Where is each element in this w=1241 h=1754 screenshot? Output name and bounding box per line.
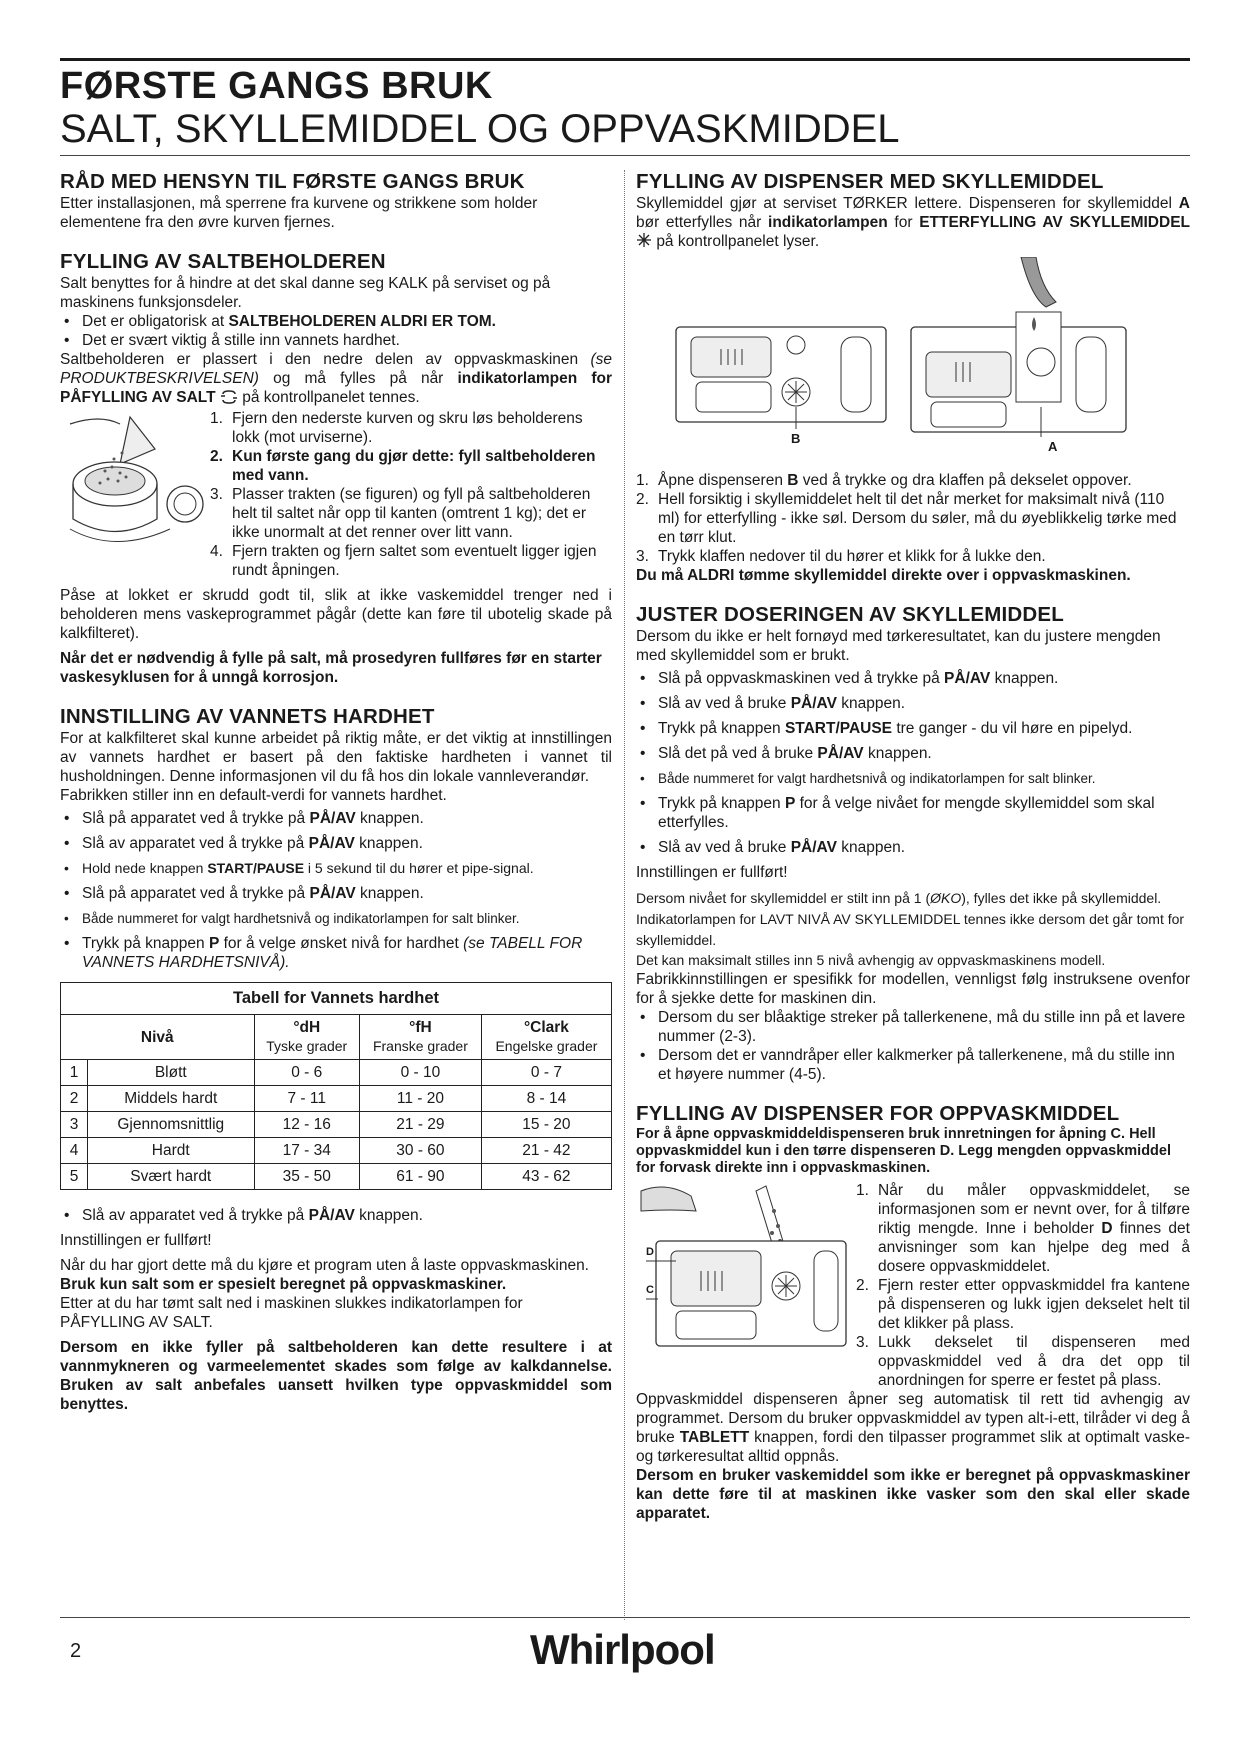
salt-location-text: Saltbeholderen er plassert i den nedre delen av oppvaskmaskinen (se PRODUKTBESKRIVELSEN) og må fylles på når indikatorlampen for PÅFYLLING AV SALT på kontrollpanelet tennes. [60,351,612,406]
list-item: • Slå på oppvaskmaskinen ved å trykke på PÅ/AV knappen. [636,669,1190,688]
label-a: A [1048,439,1058,454]
rinse-aid-dispenser-illustration [636,257,1190,467]
rinse-aid-intro: Skyllemiddel gjør at serviset TØRKER lettere. Dispenseren for skyllemiddel A bør etterfylles når indikatorlampen for ETTERFYLLING AV SKYLLEMIDDEL på kontrollpanelet lyser. [636,195,1191,250]
section-heading-dosage: JUSTER DOSERINGEN AV SKYLLEMIDDEL [636,603,1065,626]
run-empty-program: Når du har gjort dette må du kjøre et program uten å laste oppvaskmaskinen. [60,1257,589,1274]
list-item: • Slå av ved å bruke PÅ/AV knappen. [636,694,1190,713]
eco-note: Dersom nivået for skyllemiddel er stilt inn på 1 (ØKO), fylles det ikke på skyllemiddel. Indikatorlampen for LAVT NIVÅ AV SKYLLEMIDDEL tennes ikke dersom det går tomt for skyllemiddel. [636,890,1185,948]
list-item: • Slå av apparatet ved å trykke på PÅ/AV knappen. [60,834,612,853]
settings-done: Innstillingen er fullført! [60,1232,212,1249]
corrosion-warning: Når det er nødvendig å fylle på salt, må prosedyren fullføres før en starter vaskesyklusen for å unngå korrosjon. [60,650,602,686]
list-item: • Trykk på knappen P for å velge nivået for mengde skyllemiddel som skal etterfylles. [636,794,1190,832]
list-item: • Det er svært viktig å stille inn vannets hardhet. [60,331,612,350]
list-item: • Hold nede knappen START/PAUSE i 5 sekund til du hører et pipe-signal. [60,859,612,878]
list-item: • Slå det på ved å bruke PÅ/AV knappen. [636,744,1190,763]
list-item: • Trykk på knappen P for å velge ønsket nivå for hardhet (se TABELL FOR VANNETS HARDHETSNIVÅ). [60,934,612,972]
section-heading-first-use: RÅD MED HENSYN TIL FØRSTE GANGS BRUK [60,170,525,193]
hardness-steps [60,809,612,972]
list-item: • Slå på apparatet ved å trykke på PÅ/AV knappen. [60,809,612,828]
left-column [60,170,612,1414]
title-rule [60,155,1190,156]
rinse-aid-steps [636,471,1190,566]
table-row: 1 Bløtt 0 - 6 0 - 10 0 - 7 [61,1060,612,1086]
label-b: B [791,431,801,446]
document-page [60,0,1190,1754]
column-divider [624,170,625,1620]
salt-steps [210,409,612,580]
max-levels-note: Det kan maksimalt stilles inn 5 nivå avhengig av oppvaskmaskinens modell. [636,952,1106,968]
list-item: • Det er obligatorisk at SALTBEHOLDEREN ALDRI ER TOM. [60,312,612,331]
salt-only-note: Bruk kun salt som er spesielt beregnet på oppvaskmaskiner. [60,1276,507,1293]
salt-refill-icon [220,389,242,406]
table-header: °Clark Engelske grader [481,1015,611,1060]
dosage-tips [636,1008,1190,1084]
hardness-final-step [60,1206,612,1225]
salt-bullets [60,312,612,350]
detergent-intro: For å åpne oppvaskmiddeldispenseren bruk innretningen for åpning C. Hell oppvaskmiddel kun i den tørre dispenseren D. Legg mengden oppvaskmiddel for forvask direkte inn i oppvaskmaskinen. [636,1126,1171,1176]
hardness-default: Fabrikken stiller inn en default-verdi for vannets hardhet. [60,787,447,804]
list-item: 4. Fjern trakten og fjern saltet som eventuelt ligger igjen rundt åpningen. [210,543,597,579]
dosage-intro: Dersom du ikke er helt fornøyd med tørkeresultatet, kan du justere mengden med skyllemiddel som er brukt. [636,628,1161,664]
table-header: °dH Tyske grader [254,1015,359,1060]
detergent-warning: Dersom en bruker vaskemiddel som ikke er beregnet på oppvaskmaskiner kan dette føre til at maskinen ikke vasker som den skal eller skade apparatet. [636,1467,1190,1522]
list-item: 3. Lukk dekselet til dispenseren med oppvaskmiddel ved å dra det opp til anordningen for sperre er festet på plass. [856,1334,1190,1389]
list-item: • Dersom du ser blåaktige streker på tallerkenene, må du stille inn på et lavere nummer (2-3). [636,1008,1190,1046]
table-row: 3 Gjennomsnittlig 12 - 16 21 - 29 15 - 20 [61,1112,612,1138]
list-item: 3. Trykk klaffen nedover til du hører et klikk for å lukke den. [636,548,1046,565]
table-row: 5 Svært hardt 35 - 50 61 - 90 43 - 62 [61,1164,612,1190]
table-header-level: Nivå [61,1015,255,1060]
factory-setting-note: Fabrikkinnstillingen er spesifikk for modellen, vennligst følg instruksene ovenfor for å sjekke dette for maskinen din. [636,971,1190,1007]
section-heading-detergent: FYLLING AV DISPENSER FOR OPPVASKMIDDEL [636,1102,1120,1125]
list-item: • Trykk på knappen START/PAUSE tre ganger - du vil høre en pipelyd. [636,719,1190,738]
top-rule [60,58,1190,61]
table-row: 2 Middels hardt 7 - 11 11 - 20 8 - 14 [61,1086,612,1112]
brand-logo: Whirlpool [530,1626,715,1673]
rinse-aid-warning: Du må ALDRI tømme skyllemiddel direkte over i oppvaskmaskinen. [636,567,1131,584]
list-item: 1. Åpne dispenseren B ved å trykke og dra klaffen på dekselet oppover. [636,472,1132,489]
lid-tight-text: Påse at lokket er skrudd godt til, slik at ikke vaskemiddel trenger ned i beholderen mens vaskeprogrammet pågår (dette kan føre til ubotelig skade på kalkfilteret). [60,587,612,642]
list-item: • Slå av ved å bruke PÅ/AV knappen. [636,838,1190,857]
section-heading-salt: FYLLING AV SALTBEHOLDEREN [60,250,386,273]
dosage-done: Innstillingen er fullført! [636,864,788,881]
detergent-dispenser-illustration [636,1181,856,1381]
section-heading-rinse-aid: FYLLING AV DISPENSER MED SKYLLEMIDDEL [636,170,1104,193]
list-item: • Slå på apparatet ved å trykke på PÅ/AV knappen. [60,884,612,903]
list-item: • Slå av apparatet ved å trykke på PÅ/AV knappen. [60,1206,612,1225]
label-c: C [646,1284,654,1296]
salt-damage-warning: Dersom en ikke fyller på saltbeholderen kan dette resultere i at vannmykneren og varmeelementet skades som følge av kalkdannelse. Bruken av salt anbefales uansett hvilken type oppvaskmiddel som benyttes. [60,1339,612,1413]
list-item: • Både nummeret for valgt hardhetsnivå og indikatorlampen for salt blinker. [60,909,612,928]
detergent-steps [856,1181,1190,1390]
label-d: D [646,1246,654,1258]
list-item: 1. Fjern den nederste kurven og skru løs beholderens lokk (mot urviserne). [210,410,583,446]
page-title: FØRSTE GANGS BRUK [60,65,493,107]
table-row: 4 Hardt 17 - 34 30 - 60 21 - 42 [61,1138,612,1164]
hardness-intro: For at kalkfilteret skal kunne arbeidet på riktig måte, er det viktig at innstillingen av vannets hardhet er basert på den faktiske hardheten i vannet til husholdningen. Denne informasjonen vil du få hos din lokale vannleverandør. [60,730,612,785]
salt-intro: Salt benyttes for å hindre at det skal danne seg KALK på serviset og på maskinens funksjonsdeler. [60,275,551,311]
table-caption: Tabell for Vannets hardhet [61,983,612,1015]
list-item: 3. Plasser trakten (se figuren) og fyll på saltbeholderen helt til saltet når opp til kanten (omtrent 1 kg); det er ikke unormalt at det renner over litt vann. [210,486,591,541]
list-item: 2. Kun første gang du gjør dette: fyll saltbeholderen med vann. [210,448,596,484]
list-item: 1. Når du måler oppvaskmiddelet, se informasjonen som er nevnt over, for å tilføre riktig mengde. Inne i beholder D finnes det anvisninger som kan hjelpe deg med å dosere oppvaskmiddelet. [856,1182,1190,1275]
list-item: 2. Fjern rester etter oppvaskmiddel fra kantene på dispenseren og lukk igjen dekselet helt til det klikker på plass. [856,1277,1190,1332]
hardness-table [60,982,612,1190]
dosage-steps [636,669,1190,857]
rinse-aid-icon [636,233,656,250]
page-number: 2 [70,1640,82,1662]
table-header: °fH Franske grader [359,1015,481,1060]
salt-lamp-note: Etter at du har tømt salt ned i maskinen slukkes indikatorlampen for PÅFYLLING AV SALT. [60,1295,523,1331]
section-heading-hardness: INNSTILLING AV VANNETS HARDHET [60,705,435,728]
right-column [636,170,1190,1523]
page-subtitle: SALT, SKYLLEMIDDEL OG OPPVASKMIDDEL [60,107,900,151]
footer-rule [60,1617,1190,1618]
list-item: • Dersom det er vanndråper eller kalkmerker på tallerkenene, må du stille inn et høyere nummer (4-5). [636,1046,1190,1084]
salt-funnel-illustration [60,409,210,580]
first-use-text: Etter installasjonen, må sperrene fra kurvene og strikkene som holder elementene fra den øvre kurven fjernes. [60,195,538,231]
list-item: 2. Hell forsiktig i skyllemiddelet helt til det når merket for maksimalt nivå (110 ml) for etterfylling - ikke søl. Dersom du søler, må du øyeblikkelig tørke med en tørr klut. [636,491,1177,546]
detergent-auto-open: Oppvaskmiddel dispenseren åpner seg automatisk til rett tid avhengig av programmet. Dersom du bruker oppvaskmiddel av typen alt-i-ett, tilråder vi deg å bruke TABLETT knappen, fordi den tilpasser programmet slik at optimalt vaske- og tørkeresultat alltid oppnås. [636,1391,1190,1465]
list-item: • Både nummeret for valgt hardhetsnivå og indikatorlampen for salt blinker. [636,769,1190,788]
